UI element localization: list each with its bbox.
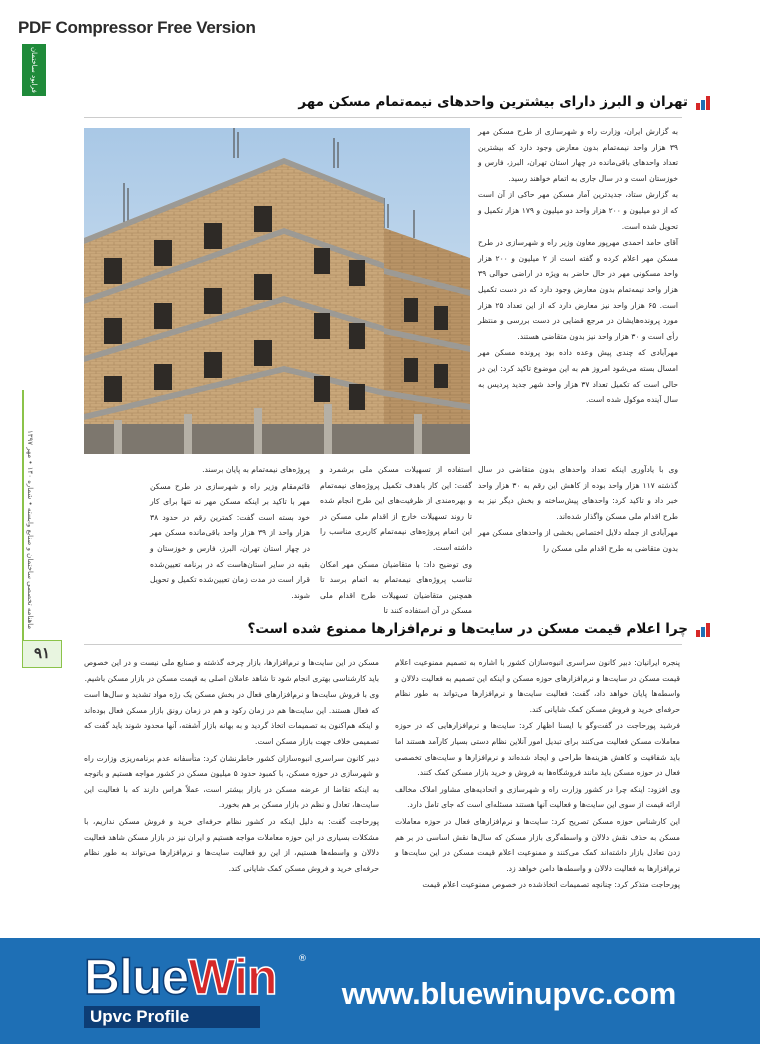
article2-rule	[84, 644, 682, 645]
bar-chart-icon	[692, 96, 710, 110]
page-number: ۹۱	[22, 640, 62, 668]
logo-wordmark: BlueWin	[84, 949, 277, 1005]
article1-column-middle: استفاده از تسهیلات مسکن ملی برشمرد و گفت: این کار باهدف تکمیل پروژه‌های نیمه‌تمام و بهره‌مندی از ظرفیت‌های این طرح انجام شده تا روند تسهیلات خارج از اقدام ملی مسکن در این اتمام پروژه‌های نیمه‌تمام کاربری مناسب را داشته است. وی توضیح داد: با متقاضیان مسکن مهر امکان تناسب پروژه‌های نیمه‌تمام به اتمام برسد تا همچنین متقاضیان تسهیلات طرح اقدام ملی مسکن در آن استفاده کنند تا	[320, 465, 472, 616]
article1-column-right-continued: وی با یادآوری اینکه تعداد واحدهای بدون متقاضی در سال گذشته ۱۱۷ هزار واحد بوده از کاهش این رقم به ۳۰ هزار واحد خبر داد و تاکید کرد: واحدهای پیش‌ساخته و بخش دیگر نیز به طرح اقدام ملی مسکن واگذار شده‌اند. مهرآبادی از جمله دلایل اختصاص بخشی از واحدهای مسکن مهر بدون متقاضی به طرح اقدام ملی مسکن را	[478, 465, 678, 553]
registered-mark: ®	[298, 954, 307, 964]
article1-title: تهران و البرز دارای بیشترین واحدهای نیمه‌تمام مسکن مهر	[298, 94, 688, 110]
article2-title: چرا اعلام قیمت مسکن در سایت‌ها و نرم‌افزارها ممنوع شده است؟	[247, 621, 688, 637]
watermark-text: PDF Compressor Free Version	[18, 18, 256, 37]
logo-tagline: Upvc Profile	[84, 1006, 260, 1028]
article1-column-left: پروژه‌های نیمه‌تمام به پایان برسند. قائم‌مقام وزیر راه و شهرسازی در طرح مسکن مهر با تاکید بر اینکه مسکن مهر نه تنها برای کار خود بسته است گفت: کمترین رقم در حدود ۳۸ هزار واحد از ۳۹ هزار واحد باقی‌مانده مسکن مهر در چهار استان تهران، البرز، فارس و خوزستان و بقیه در سایر استان‌هاست که در برنامه تعیین‌شده قرار است در مدت زمان تعیین‌شده تکمیل و تحویل شوند.	[150, 465, 310, 600]
article2-column-right: پنجره ایرانیان: دبیر کانون سراسری انبوه‌سازان کشور با اشاره به تصمیم ممنوعیت اعلام قیمت مسکن در سایت‌ها و نرم‌افزارهای حوزه مسکن و اینکه این تصمیم به فعالیت دلالان و واسطه‌ها پایان خواهد داد، گفت: فعالیت سایت‌ها و نرم‌افزارها می‌تواند به طور نظام حرفه‌ای خرید و فروش مسکن کمک شایانی کند. فرشید پورحاجت در گفت‌وگو با ایسنا اظهار کرد: سایت‌ها و نرم‌افزارهایی که در حوزه معاملات مسکن فعالیت می‌کنند برای تبدیل امور آنلاین نظام دستی بسیار کارآمد هستند اما باید شفافیت و کاهش هزینه‌ها طراحی و ایجاد شده‌اند و نرم‌افزارها و سایت‌های تخصصی فعال در حوزه مسکن باید مانند فروشگاه‌ها به فروش و خرید بازار مسکن کمک کنند. وی افزود: اینکه چرا در کشور وزارت راه و شهرسازی و اتحادیه‌های مشاور املاک مخالف ارائه قیمت از سوی این سایت‌ها و فعالیت آنها هستند مسئله‌ای است که جای تامل دارد. این کارشناس حوزه مسکن تصریح کرد: سایت‌ها و نرم‌افزارهای فعال در حوزه معاملات مسکن به حذف نقش دلالان و واسطه‌گری بازار مسکن که سال‌ها نقش اساسی در بر هم زدن تعادل بازار داشته‌اند کمک می‌کنند و ممنوعیت اعلام قیمت مسکن در این سایت‌ها و نرم‌افزارها به فعالیت دلالان و واسطه‌ها دامن خواهد زد. پورحاجت متذکر کرد: چنانچه تصمیمات اتخاذشده در خصوص ممنوعیت اعلام قیمت	[395, 658, 680, 890]
article2-column-left: مسکن در این سایت‌ها و نرم‌افزارها، بازار چرخه گذشته و صنایع ملی نیست و در این خصوص باید کارشناسی بهتری انجام شود تا شاهد عاملان اصلی به قیمت مسکن در بازار مسکن باشیم. وی با فروش سایت‌ها و نرم‌افزارهای فعال در بخش مسکن یک رژه مواد تشدید و سال‌ها است که فعال هستند. این سایت‌ها هم در زمان رکود و هم در زمان رونق بازار مسکن فعال بوده‌اند و اینکه هم‌اکنون به تصمیمات اتخاذ گردید و به بهانه بازار آشفته، آنها محدود شوند باید گفت که تصمیمی خلاف جهت بازار مسکن است. دبیر کانون سراسری انبوه‌سازان کشور خاطرنشان کرد: متأسفانه عدم برنامه‌ریزی وزارت راه و شهرسازی در حوزه مسکن، با کمبود حدود ۵ میلیون مسکن در کشور مواجه هستیم و باتوجه به اینکه تقاضا از عرضه مسکن در بازار بیشتر است، عملاً هراس دارند که با فعالیت این سایت‌ها، تعادل و نظم در بازار مسکن بر هم بخورد. پورحاجت گفت: به دلیل اینکه در کشور نظام حرفه‌ای خرید و فروش مسکن نداریم، با مشکلات بسیاری در این حوزه معاملات مواجه هستیم و ایران نیز در بازار مسکن شاهد فعالیت دلالان و واسطه‌ها هستیم، از این رو فعالیت سایت‌ها و نرم‌افزارها می‌تواند به طور نظام حرفه‌ای خرید و فروش مسکن کمک شایانی کند.	[84, 658, 379, 873]
building-under-construction-photo	[84, 128, 470, 454]
article1-column-right: به گزارش ایران، وزارت راه و شهرسازی از طرح مسکن مهر ۳۹ هزار واحد نیمه‌تمام بدون معارض وجود دارد که بیشترین تعداد واحدهای باقی‌مانده در چهار استان تهران، البرز، فارس و خوزستان است و در سال جاری به اتمام خواهند رسید. به گزارش ستاد، جدیدترین آمار مسکن مهر حاکی از آن است که از دو میلیون و ۲۰۰ هزار واحد دو میلیون و ۱۷۹ هزار تکمیل و تحویل شده است. آقای حامد احمدی مهرپور معاون وزیر راه و شهرسازی در طرح مسکن مهر اعلام کرده و گفته است از ۲ میلیون و ۲۰۰ هزار واحد مسکونی مهر در حال حاضر به ویژه در اراضی حوالی ۳۹ هزار واحد نیمه‌تمام بدون معارض وجود دارد که در دست تکمیل است. ۶۵ هزار واحد نیز معارض دارد که از این تعداد ۲۵ هزار مورد پرونده‌هایشان در مرجع قضایی در دست بررسی و منتظر رأی است و ۳۰ هزار واحد نیز بدون متقاضی هستند. مهرآبادی که چندی پیش وعده داده بود پرونده مسکن مهر امسال بسته می‌شود امروز هم به این موضوع تاکید کرد: این در حالی است که تکمیل تعداد ۳۷ هزار واحد شهر جدید پردیس به سال آینده موکول شده است.	[478, 127, 679, 405]
bluewin-logo	[84, 950, 316, 1034]
section-tab: فرابود ساختمان	[22, 44, 46, 96]
ad-website-link[interactable]: www.bluewinupvc.com	[341, 976, 676, 1011]
bar-chart-icon	[692, 623, 710, 637]
side-meta: ماهنامه تخصصی ساختمان و صنایع وابسته • شماره ۱۴۰ • مهر ۱۳۹۷	[26, 430, 34, 630]
article1-rule	[84, 117, 682, 118]
side-divider	[22, 390, 24, 640]
